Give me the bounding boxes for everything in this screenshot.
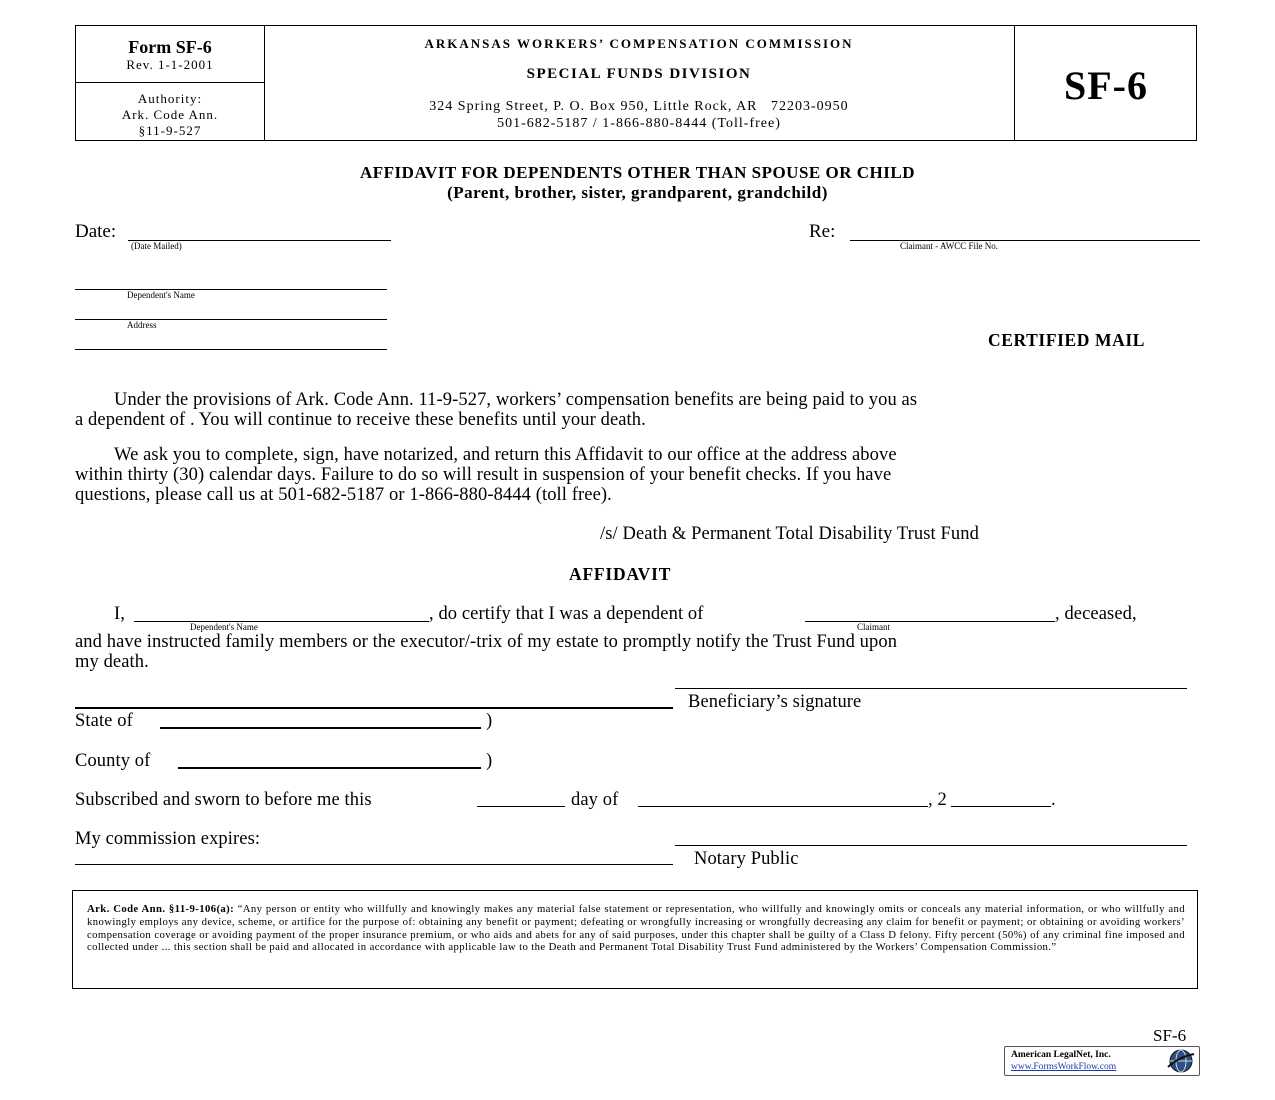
re-label: Re: xyxy=(809,221,836,242)
logo-website-link[interactable]: www.FormsWorkFlow.com xyxy=(1011,1062,1117,1072)
county-of-label: County of xyxy=(75,751,151,771)
division-name: SPECIAL FUNDS DIVISION xyxy=(526,66,752,82)
paragraph-1-line-2: a dependent of . You will continue to receive these benefits until your death. xyxy=(75,410,646,430)
affidavit-certify-text: , do certify that I was a dependent of xyxy=(429,604,704,624)
form-id: Form SF-6 xyxy=(128,37,212,57)
commission-expires-line[interactable] xyxy=(75,864,673,865)
affidavit-deceased-text: , deceased, xyxy=(1055,604,1137,624)
address-field-2[interactable] xyxy=(75,349,387,350)
authority-label: Authority: xyxy=(137,91,203,106)
address-caption: Address xyxy=(127,320,157,330)
month-field[interactable] xyxy=(638,806,928,807)
form-title: AFFIDAVIT FOR DEPENDENTS OTHER THAN SPOUSE OR CHILD xyxy=(360,163,915,182)
notary-signature-line[interactable] xyxy=(675,845,1187,846)
affidavit-line-3: my death. xyxy=(75,652,149,672)
form-header xyxy=(75,25,1197,141)
state-of-label: State of xyxy=(75,711,133,731)
county-field[interactable] xyxy=(178,767,481,769)
affidavit-line-2: and have instructed family members or the executor/-trix of my estate to promptly notify the Trust Fund upon xyxy=(75,632,898,652)
header-center-column xyxy=(264,26,1014,140)
state-field[interactable] xyxy=(160,727,481,729)
left-signature-line[interactable] xyxy=(75,707,673,709)
state-close-paren: ) xyxy=(486,711,493,731)
beneficiary-signature-line[interactable] xyxy=(675,688,1187,689)
re-caption: Claimant - AWCC File No. xyxy=(900,241,999,251)
paragraph-2-line-2: within thirty (30) calendar days. Failure to do so will result in suspension of your benefit checks. If you have xyxy=(75,465,892,485)
certified-mail-label: CERTIFIED MAIL xyxy=(988,330,1146,350)
address-field-1[interactable] xyxy=(75,319,387,320)
commission-expires-label: My commission expires: xyxy=(75,829,261,849)
american-legalnet-logo[interactable] xyxy=(1004,1046,1200,1076)
affidavit-claimant-caption: Claimant xyxy=(857,622,890,632)
dependent-name-caption: Dependent's Name xyxy=(127,290,195,300)
paragraph-2-line-3: questions, please call us at 501-682-5187 or 1-866-880-8444 (toll free). xyxy=(75,485,612,505)
affidavit-claimant-field[interactable] xyxy=(805,621,1055,622)
trust-fund-signature: /s/ Death & Permanent Total Disability Trust Fund xyxy=(600,524,979,544)
footer-form-code: SF-6 xyxy=(1153,1026,1187,1045)
globe-icon xyxy=(1165,1048,1195,1074)
fraud-notice-citation: Ark. Code Ann. §11-9-106(a): xyxy=(87,903,235,915)
day-field[interactable] xyxy=(477,806,565,807)
subscribed-text: Subscribed and sworn to before me this xyxy=(75,790,372,810)
date-caption: (Date Mailed) xyxy=(131,241,182,251)
fraud-notice-box xyxy=(72,890,1198,989)
notary-public-label: Notary Public xyxy=(694,849,799,869)
authority-code: Ark. Code Ann. xyxy=(121,107,219,122)
header-right-column xyxy=(1014,26,1197,140)
form-id-cell xyxy=(76,26,264,83)
commission-name: ARKANSAS WORKERS’ COMPENSATION COMMISSION xyxy=(424,36,854,51)
authority-section: §11-9-527 xyxy=(138,123,202,138)
dependent-name-field[interactable] xyxy=(75,289,387,290)
paragraph-2-line-1: We ask you to complete, sign, have notarized, and return this Affidavit to our office at the address above xyxy=(114,445,897,465)
form-revision: Rev. 1-1-2001 xyxy=(126,57,214,72)
form-subtitle: (Parent, brother, sister, grandparent, grandchild) xyxy=(447,183,828,202)
address-line: 324 Spring Street, P. O. Box 950, Little Rock, AR 72203-0950 xyxy=(429,99,849,114)
logo-company-name: American LegalNet, Inc. xyxy=(1011,1050,1111,1060)
affidavit-i: I, xyxy=(114,604,125,624)
header-left-column xyxy=(76,26,265,140)
affidavit-dependent-caption: Dependent's Name xyxy=(190,622,258,632)
county-close-paren: ) xyxy=(486,751,493,771)
commission-address xyxy=(264,98,1014,132)
fraud-notice-text: “Any person or entity who willfully and knowingly makes any material false statement or representation, who willfully and knowingly omits or conceals any material information, or who willfully and knowingly employs any device, scheme, or artifice for the purpose of: obtaining any benefit or payment; defeating or wrongfully increasing or wrongfully decreasing any claim for benefit or payment; or obtaining or avoiding workers’ compensation coverage or avoiding payment of the proper insurance premium, or who aids and abets for any of said purposes, under this chapter shall be guilty of a Class D felony. Fifty percent (50%) of any criminal fine imposed and collected under ... this section shall be paid and allocated in accordance with applicable law to the Death and Permanent Total Disability Trust Fund administered by the Workers’ Compensation Commission.” xyxy=(87,903,1185,954)
affidavit-heading: AFFIDAVIT xyxy=(569,564,672,584)
date-label: Date: xyxy=(75,221,117,242)
subscribed-period: . xyxy=(1051,790,1056,810)
form-code: SF-6 xyxy=(1064,63,1148,108)
phone-line: 501-682-5187 / 1-866-880-8444 (Toll-free) xyxy=(497,116,781,131)
affidavit-dependent-name-field[interactable] xyxy=(134,621,429,622)
paragraph-1-line-1: Under the provisions of Ark. Code Ann. 11-9-527, workers’ compensation benefits are being paid to you as xyxy=(114,390,918,410)
beneficiary-signature-label: Beneficiary’s signature xyxy=(688,692,862,712)
year-prefix: , 2 xyxy=(928,790,947,810)
authority-cell xyxy=(76,83,264,141)
day-of-text: day of xyxy=(571,790,619,810)
year-field[interactable] xyxy=(951,806,1051,807)
